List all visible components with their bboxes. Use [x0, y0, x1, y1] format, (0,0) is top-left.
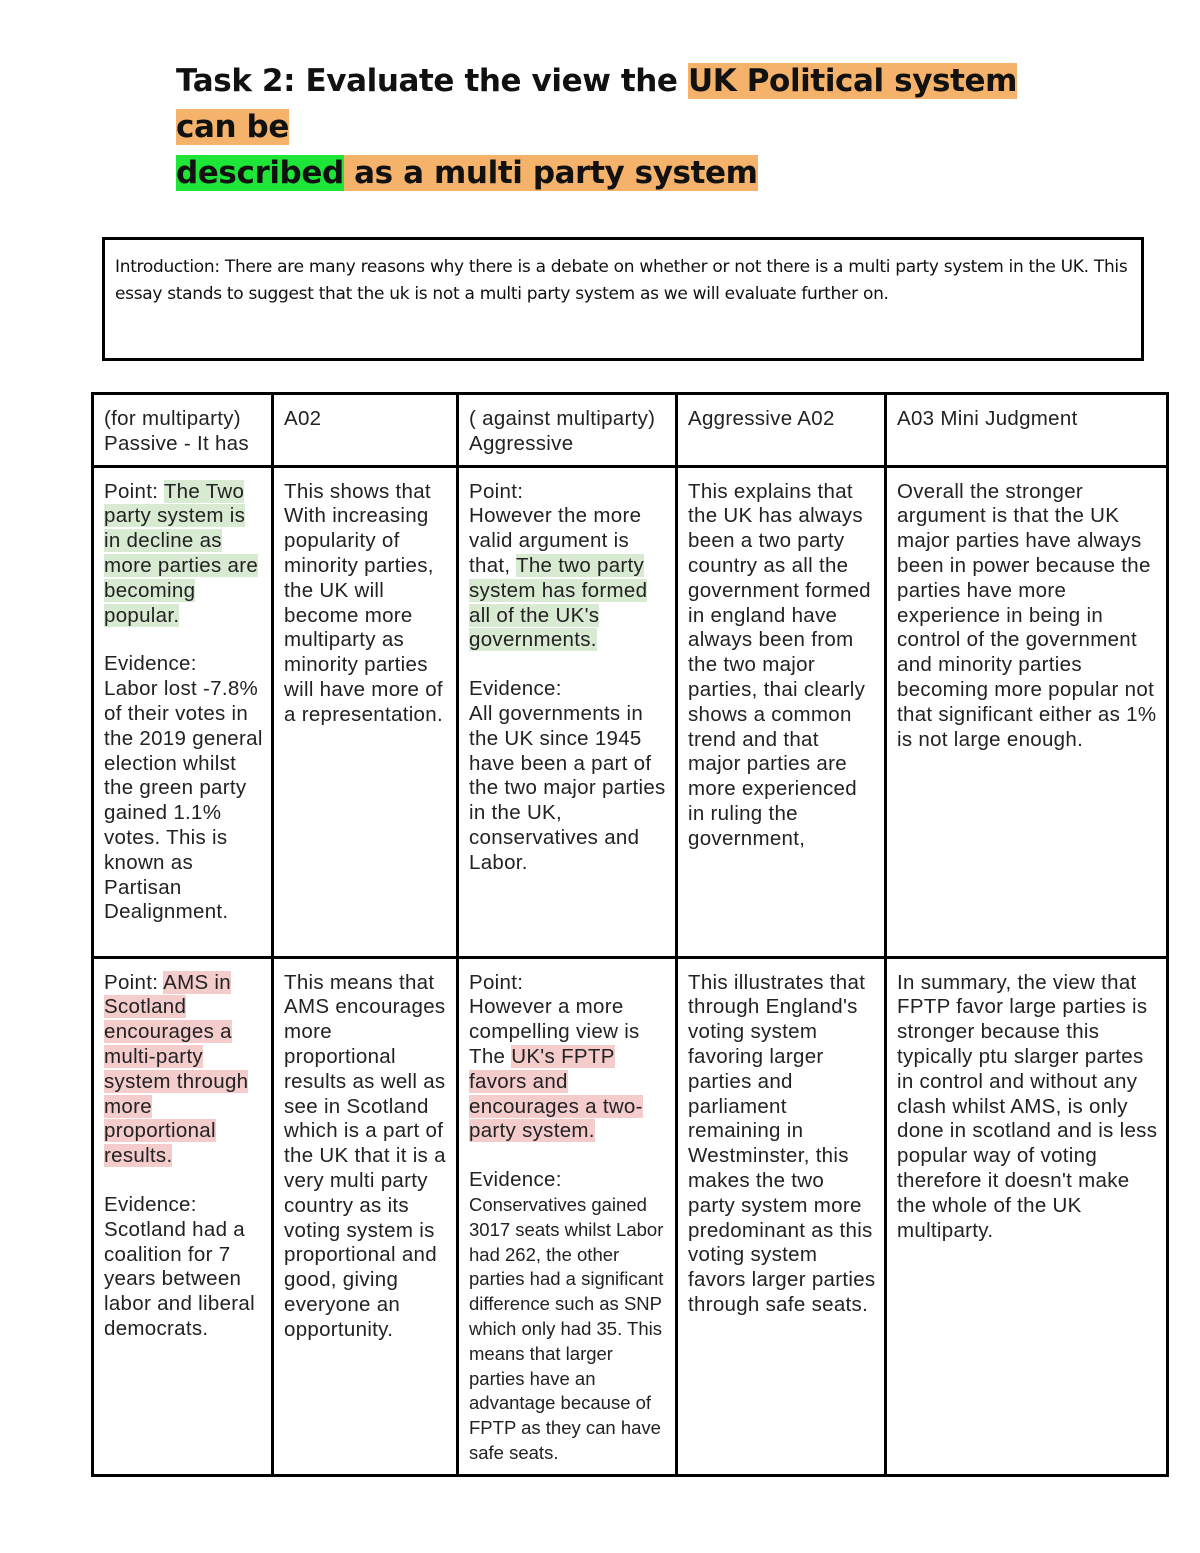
- title-part-2: UK Political system can be: [176, 63, 1018, 145]
- header-aggressive-a02: [677, 394, 886, 467]
- title-part-4: as a multi party system: [343, 155, 758, 191]
- essay-plan-table: [91, 392, 1169, 1477]
- point-label: Point:: [104, 970, 164, 994]
- header-a03-judgment: [886, 394, 1168, 467]
- evidence-label: Evidence:: [104, 1192, 197, 1216]
- page-title: [176, 58, 1076, 196]
- analysis-text: This illustrates that through England's voting system favoring larger parties and parliament remaining in Westminster, this makes the two party system more predominant as this voting system favors larger parties through safe seats.: [688, 970, 876, 1316]
- point-label: Point:: [469, 479, 524, 503]
- point-intro-text: However a more compelling view is The: [469, 995, 640, 1068]
- cell-against-point: [458, 466, 677, 957]
- header-for-multiparty: [93, 394, 273, 467]
- point-text: AMS in Scotland encourages a multi-party system through more proportional results.: [104, 970, 249, 1168]
- cell-a02: [273, 957, 458, 1475]
- evidence-text: All governments in the UK since 1945 have been a part of the two major parties in the UK, conservatives and Labor.: [469, 701, 666, 874]
- analysis-text: This shows that With increasing popularity of minority parties, the UK will become more multiparty as minority parties will have more of a representation.: [284, 479, 443, 726]
- point-label: Point:: [104, 479, 164, 503]
- introduction-box: [102, 237, 1144, 361]
- header-label: Aggressive A02: [688, 407, 835, 430]
- header-against-multiparty: [458, 394, 677, 467]
- evidence-label: Evidence:: [469, 677, 562, 701]
- cell-judgment: [886, 957, 1168, 1475]
- analysis-text: This explains that the UK has always been a two party country as all the government formed in england have always been from the two major parties, thai clearly shows a common trend and that major parties are more experienced in ruling the government,: [688, 479, 871, 850]
- cell-aggressive-a02: [677, 466, 886, 957]
- title-part-3: described: [176, 155, 344, 191]
- judgment-text: In summary, the view that FPTP favor large parties is stronger because this typically ptu slarger partes in control and without any clash whilst AMS, is only done in scotland and is less popular way of voting therefore it doesn't make the whole of the UK multiparty.: [897, 970, 1158, 1242]
- cell-for-point: [93, 957, 273, 1475]
- evidence-label: Evidence:: [104, 652, 197, 676]
- header-label: Aggressive: [469, 431, 574, 455]
- cell-judgment: [886, 466, 1168, 957]
- point-text: UK's FPTP favors and encourages a two-party system.: [469, 1044, 643, 1143]
- header-label: ( against multiparty): [469, 407, 656, 430]
- point-intro-text: However the more valid argument is that,: [469, 504, 642, 577]
- table-row: [93, 466, 1168, 957]
- header-label: Passive - It has: [104, 431, 249, 455]
- table-row: [93, 957, 1168, 1475]
- title-part-1: Task 2: Evaluate the view the: [176, 63, 688, 99]
- evidence-text: Labor lost -7.8% of their votes in the 2019 general election whilst the green party gained 1.1% votes. This is known as Partisan Dealignment.: [104, 677, 263, 924]
- evidence-text: Scotland had a coalition for 7 years between labor and liberal democrats.: [104, 1217, 255, 1340]
- cell-aggressive-a02: [677, 957, 886, 1475]
- point-text: The two party system has formed all of the UK's governments.: [469, 553, 648, 652]
- cell-against-point: [458, 957, 677, 1475]
- introduction-text: Introduction: There are many reasons why there is a debate on whether or not there is a multi party system in the UK. This essay stands to suggest that the uk is not a multi party system as we will evaluate further on.: [115, 257, 1128, 304]
- judgment-text: Overall the stronger argument is that the UK major parties have always been in power because the parties have more experience in being in control of the government and minority parties becoming more popular not that significant either as 1% is not large enough.: [897, 479, 1157, 751]
- analysis-text: This means that AMS encourages more proportional results as well as see in Scotland which is a part of the UK that it is a very multi party country as its voting system is proportional and good, giving everyone an opportunity.: [284, 970, 446, 1341]
- cell-a02: [273, 466, 458, 957]
- header-label: A02: [284, 407, 322, 430]
- point-label: Point:: [469, 970, 524, 994]
- cell-for-point: [93, 466, 273, 957]
- table-header-row: [93, 394, 1168, 467]
- header-label: (for multiparty): [104, 407, 241, 430]
- header-a02: [273, 394, 458, 467]
- evidence-label: Evidence:: [469, 1168, 562, 1192]
- header-label: A03 Mini Judgment: [897, 407, 1078, 430]
- evidence-text: Conservatives gained 3017 seats whilst Labor had 262, the other parties had a significant difference such as SNP which only had 35. This means that larger parties have an advantage because of FPTP as they can have safe seats.: [469, 1193, 664, 1463]
- point-text: The Two party system is in decline as more parties are becoming popular.: [104, 479, 259, 627]
